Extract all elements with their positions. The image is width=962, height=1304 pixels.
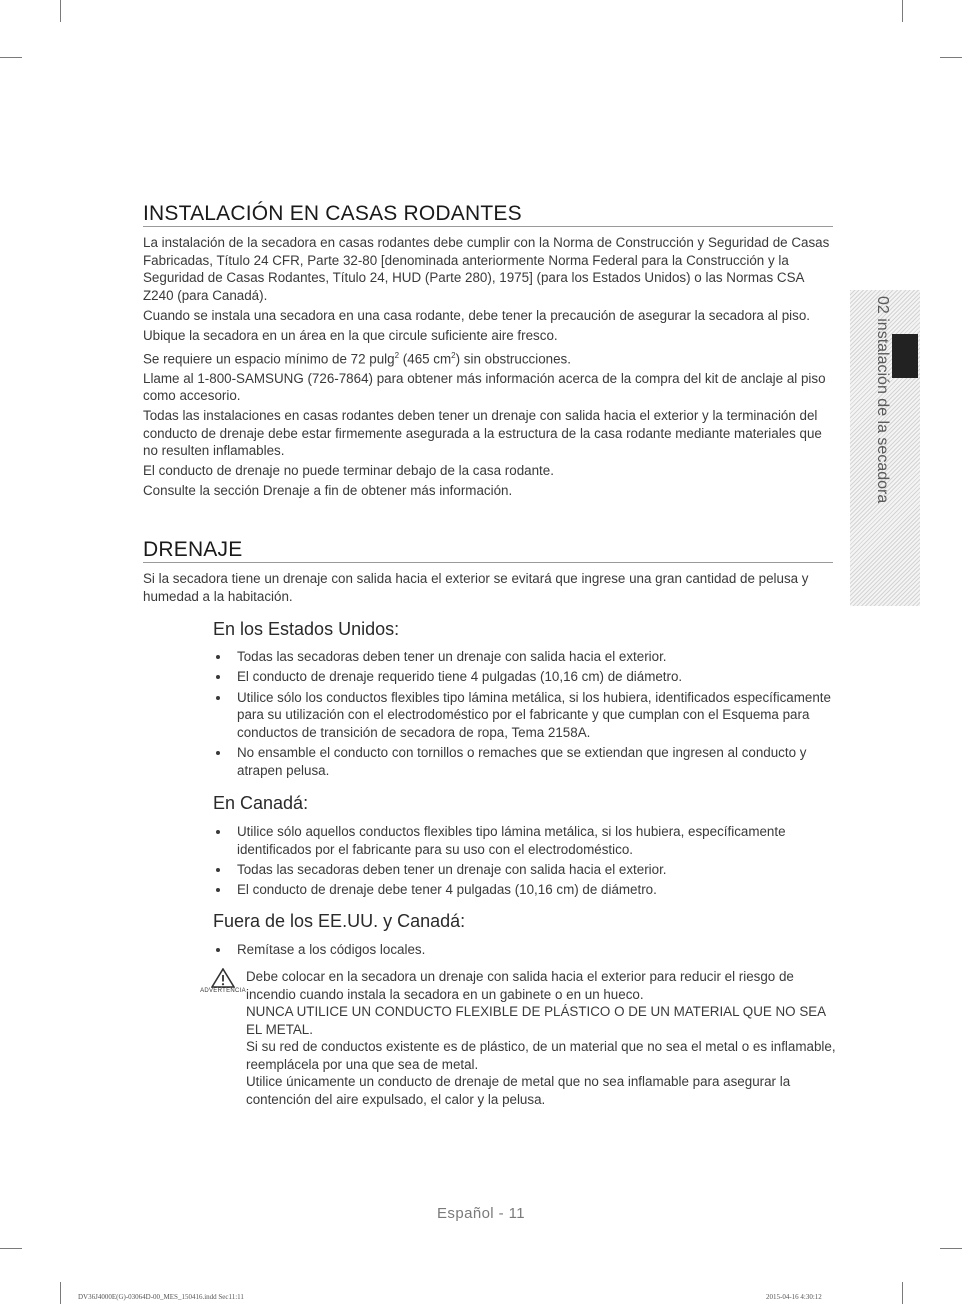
section-title-mobile-home: INSTALACIÓN EN CASAS RODANTES	[143, 202, 833, 227]
print-timestamp: 2015-04-16 4:30:12	[766, 1293, 822, 1301]
paragraph: La instalación de la secadora en casas rodantes debe cumplir con la Norma de Construcción y Seguridad de Casas Fabricadas, Título 24 CFR, Parte 32-80 [denominada anteriormente Norma Federal para la Construcción y la Seguridad de Casas Rodantes, Título 24, HUD (Parte 280), 1975] (para los Estados Unidos) o las Normas CSA Z240 (para Canadá).	[143, 235, 830, 303]
paragraph: Consulte la sección Drenaje a fin de obtener más información.	[143, 483, 513, 499]
text: Se requiere un espacio mínimo de 72 pulg	[143, 350, 395, 366]
text: (465 cm	[399, 350, 452, 366]
crop-mark	[902, 1282, 903, 1304]
paragraph: Cuando se instala una secadora en una casa rodante, debe tener la precaución de asegurar la secadora al piso.	[143, 307, 811, 323]
crop-mark	[940, 1248, 962, 1249]
text: ) sin obstrucciones.	[455, 350, 571, 366]
page-number: Español - 11	[437, 1205, 525, 1222]
warning-text	[246, 968, 838, 1108]
space-requirement-paragraph	[143, 347, 833, 368]
list-item: El conducto de drenaje debe tener 4 pulgadas (10,16 cm) de diámetro.	[213, 881, 833, 899]
mobile-home-body	[143, 234, 833, 502]
warning-triangle-icon	[200, 968, 246, 1002]
crop-mark	[0, 1248, 22, 1249]
outside-list	[213, 941, 833, 961]
crop-mark	[940, 57, 962, 58]
crop-mark	[0, 57, 22, 58]
list-item: Todas las secadoras deben tener un drenaje con salida hacia el exterior.	[213, 648, 833, 666]
paragraph: Si la secadora tiene un drenaje con salida hacia el exterior se evitará que ingrese una gran cantidad de pelusa y humedad a la habitación.	[143, 571, 809, 604]
warning-line: Debe colocar en la secadora un drenaje con salida hacia el exterior para reducir el riesgo de incendio cuando instala la secadora en un gabinete o en un hueco.	[246, 969, 794, 1002]
warning-line: Si su red de conductos existente es de plástico, de un material que no sea el metal o es inflamable, reemplácela por una que sea de metal.	[246, 1039, 836, 1072]
warning-label: ADVERTENCIA	[200, 988, 246, 994]
paragraph: Llame al 1-800-SAMSUNG (726-7864) para obtener más información acerca de la compra del kit de anclaje al piso como accesorio.	[143, 370, 826, 404]
subheading-usa: En los Estados Unidos:	[213, 619, 400, 639]
paragraph: Ubique la secadora en un área en la que circule suficiente aire fresco.	[143, 327, 558, 343]
crop-mark	[60, 0, 61, 22]
chapter-tab	[850, 290, 920, 606]
superscript: 2	[394, 350, 400, 360]
subheading-outside: Fuera de los EE.UU. y Canadá:	[213, 911, 466, 931]
list-item: Utilice sólo los conductos flexibles tipo lámina metálica, si los hubiera, identificados específicamente para su utilización con el electrodoméstico por el fabricante y que cumplan con el Esquema para conductos de transición de secadora de ropa, Tema 2158A.	[213, 689, 833, 742]
crop-mark	[902, 0, 903, 22]
chapter-tab-marker	[892, 334, 918, 378]
list-item: El conducto de drenaje requerido tiene 4 pulgadas (10,16 cm) de diámetro.	[213, 668, 833, 686]
list-item: No ensamble el conducto con tornillos o remaches que se extiendan que ingresen al conducto y atrapen pelusa.	[213, 744, 833, 780]
subheading-canada: En Canadá:	[213, 793, 309, 813]
chapter-tab-label: 02 instalación de la secadora	[874, 296, 891, 504]
paragraph: Todas las instalaciones en casas rodantes deben tener un drenaje con salida hacia el exterior y la terminación del conducto de drenaje debe estar firmemente asegurada a la estructura de la casa rodante mediante materiales que no resulten inflamables.	[143, 408, 822, 459]
crop-mark	[60, 1282, 61, 1304]
usa-list	[213, 648, 833, 783]
paragraph: El conducto de drenaje no puede terminar debajo de la casa rodante.	[143, 463, 554, 479]
canada-list	[213, 823, 833, 902]
superscript: 2	[451, 350, 456, 360]
list-item: Utilice sólo aquellos conductos flexibles tipo lámina metálica, si los hubiera, específicamente identificados por el fabricante para su uso con el electrodoméstico.	[213, 823, 833, 859]
exhaust-intro	[143, 570, 833, 608]
warning-triangle-icon	[211, 968, 235, 988]
file-slug: DV36J4000E(G)-03064D-00_MES_150416.indd Sec11:11	[78, 1293, 244, 1301]
section-title-exhaust: DRENAJE	[143, 538, 833, 563]
list-item: Remítase a los códigos locales.	[213, 941, 833, 959]
warning-line: NUNCA UTILICE UN CONDUCTO FLEXIBLE DE PLÁSTICO O DE UN MATERIAL QUE NO SEA EL METAL.	[246, 1004, 826, 1037]
list-item: Todas las secadoras deben tener un drenaje con salida hacia el exterior.	[213, 861, 833, 879]
warning-line: Utilice únicamente un conducto de drenaje de metal que no sea inflamable para asegurar la contención del aire expulsado, el calor y la pelusa.	[246, 1074, 791, 1107]
